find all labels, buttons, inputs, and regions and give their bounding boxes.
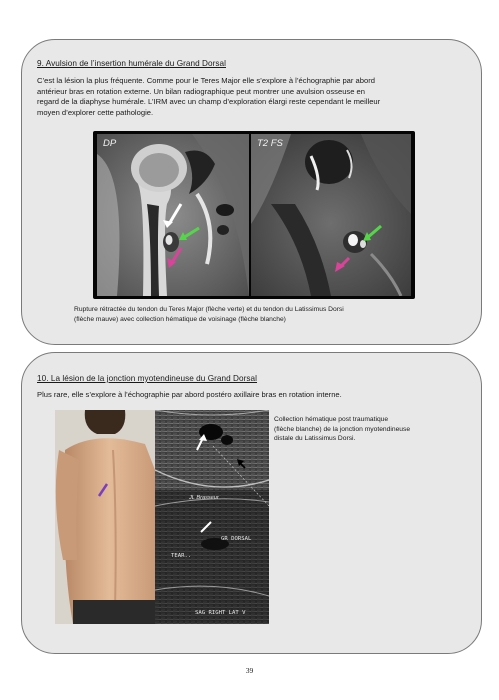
mri-label-t2fs: T2 FS xyxy=(257,138,283,149)
page-number: 39 xyxy=(245,666,254,675)
mri-figure xyxy=(93,131,415,299)
caption-line: Rupture rétractée du tendon du Teres Major (flèche verte) et du tendon du Latissimus Dorsi xyxy=(74,306,344,313)
section-9-caption xyxy=(74,305,474,324)
us-label-plane: SAG RIGHT LAT V xyxy=(195,610,246,616)
section-10-title: 10. La lésion de la jonction myotendineuse du Grand Dorsal xyxy=(37,374,258,383)
us-label-muscle: GR DORSAL xyxy=(221,536,252,542)
mri-t2fs-drawing xyxy=(251,134,411,296)
mri-image-t2fs xyxy=(251,134,411,296)
ultrasound-drawing xyxy=(155,410,269,624)
patient-back-drawing xyxy=(55,410,155,624)
mri-image-dp xyxy=(97,134,249,296)
caption-line: distale du Latissimus Dorsi. xyxy=(274,435,356,443)
paragraph-line: antérieur bras en rotation externe. Un bilan radiographique peut montrer une avulsion osseuse en xyxy=(37,86,366,96)
caption-line: (flèche mauve) avec collection hématique de voisinage (flèche blanche) xyxy=(74,315,286,323)
paragraph-line: moyen d’explorer cette pathologie. xyxy=(37,107,154,117)
ultrasound-image xyxy=(155,410,269,624)
section-10-caption xyxy=(274,415,474,444)
caption-line: Collection hématique post traumatique xyxy=(274,416,389,423)
mri-label-dp: DP xyxy=(103,138,117,149)
mri-dp-drawing xyxy=(97,134,249,296)
section-10-paragraph: Plus rare, elle s’explore à l’échographie par abord postéro axillaire bras en rotation interne. xyxy=(37,390,342,399)
caption-line: (flèche blanche) de la jonction myotendineuse xyxy=(274,425,411,433)
paragraph-line: C’est la lésion la plus fréquente. Comme pour le Teres Major elle s’explore à l’échographie par abord xyxy=(37,76,375,85)
us-label-tear: TEAR.. xyxy=(171,553,192,559)
patient-back-photo xyxy=(55,410,155,624)
section-9-paragraph xyxy=(37,76,467,118)
paragraph-line: regard de la diaphyse humérale. L’IRM avec un champ d’exploration élargi reste cependant le meilleur xyxy=(37,97,381,107)
us-label-probe: JL Brasseur xyxy=(189,495,219,501)
section-9-title: 9. Avulsion de l’insertion humérale du Grand Dorsal xyxy=(37,59,226,68)
